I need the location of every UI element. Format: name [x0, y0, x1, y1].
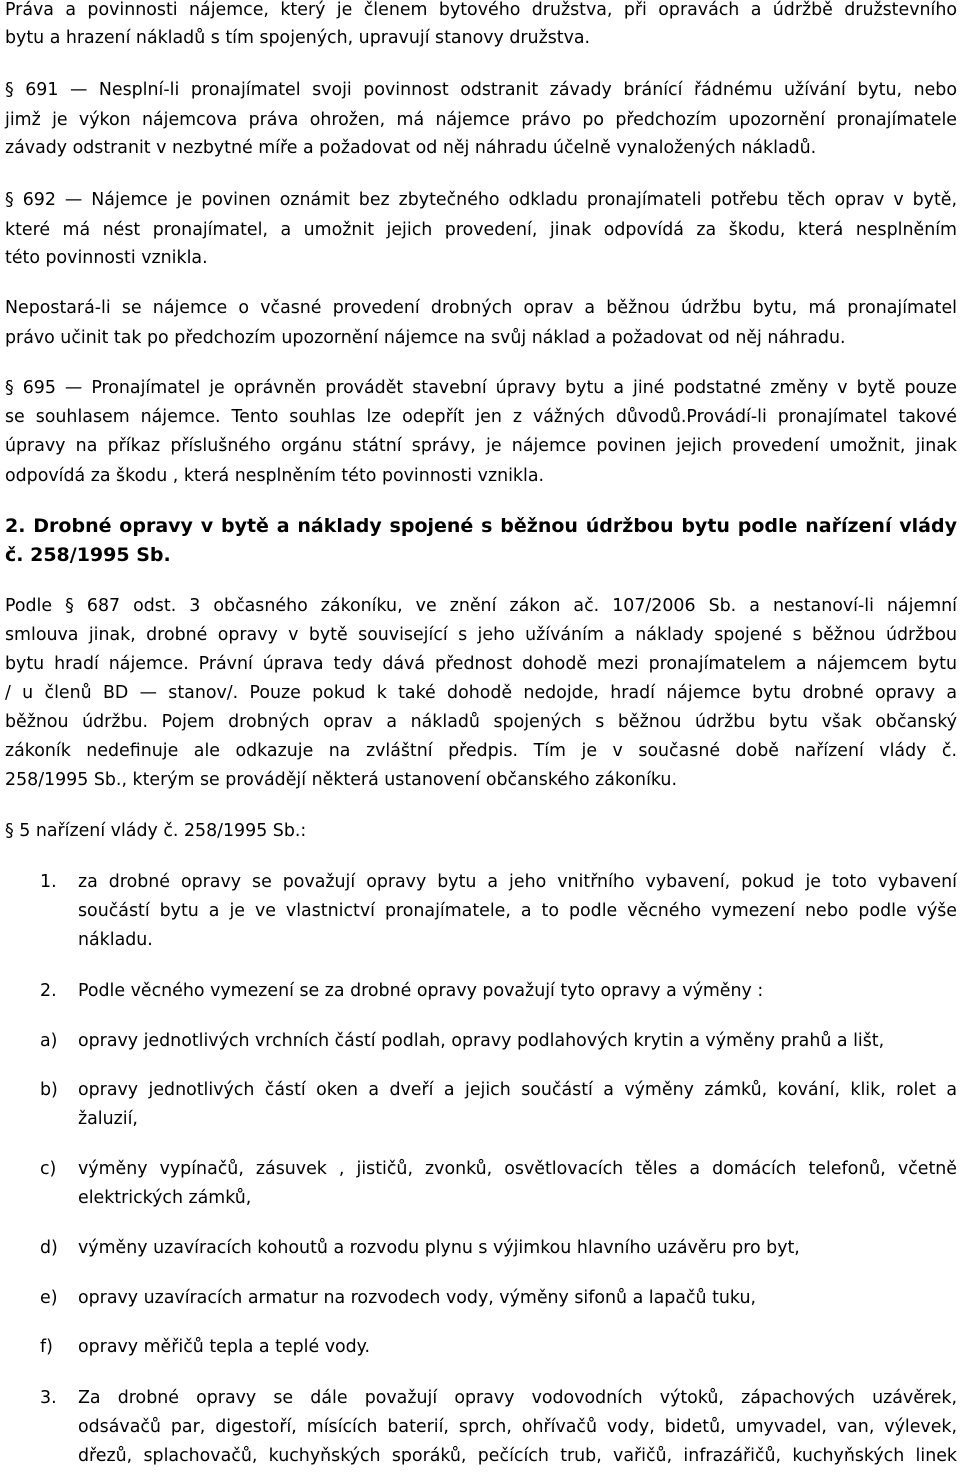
- paragraph-line: smlouva jinak, drobné opravy v bytě související s jeho užíváním a náklady spojené s běžnou údržbou: [5, 625, 957, 645]
- paragraph-line: bytu hradí nájemce. Právní úprava tedy dává přednost dohodě mezi pronajímatelem a nájemcem bytu: [5, 654, 957, 674]
- list-item-line: opravy jednotlivých vrchních částí podlah, opravy podlahových krytin a výměny prahů a lišt,: [78, 1031, 885, 1051]
- paragraph-line: § 5 nařízení vlády č. 258/1995 Sb.:: [5, 821, 307, 841]
- paragraph-line: právo učinit tak po předchozím upozornění nájemce na svůj náklad a požadovat od něj náhradu.: [5, 328, 846, 348]
- paragraph-line: Podle § 687 odst. 3 občasného zákoníku, ve znění zákon ač. 107/2006 Sb. a nestanoví-li nájemní: [5, 596, 957, 616]
- paragraph-line: úpravy na příkaz příslušného orgánu státní správy, je nájemce povinen jejich provedení umožnit, jinak: [5, 436, 957, 456]
- list-item-line: nákladu.: [78, 930, 153, 950]
- paragraph-line: odpovídá za škodu , která nesplněním této povinnosti vznikla.: [5, 466, 545, 486]
- paragraph-line: běžnou údržbu. Pojem drobných oprav a nákladů spojených s běžnou údržbu bytu však občanský: [5, 712, 957, 732]
- list-item-line: Podle věcného vymezení se za drobné opravy považují tyto opravy a výměny :: [78, 981, 764, 1001]
- list-item-line: součástí bytu a je ve vlastnictví pronajímatele, a to podle věcného vymezení nebo podle výše: [78, 901, 957, 921]
- list-number: 3.: [40, 1388, 57, 1408]
- paragraph-line: § 691 — Nesplní-li pronajímatel svoji povinnost odstranit závady bránící řádnému užívání bytu, nebo: [5, 80, 957, 100]
- list-letter: d): [40, 1238, 58, 1258]
- list-letter: f): [40, 1337, 53, 1357]
- paragraph-line: § 695 — Pronajímatel je oprávněn provádět stavební úpravy bytu a jiné podstatné změny v bytě pouze: [5, 378, 957, 398]
- paragraph-line: bytu a hrazení nákladů s tím spojených, upravují stanovy družstva.: [5, 28, 591, 48]
- paragraph-line: 258/1995 Sb., kterým se provádějí některá ustanovení občanského zákoníku.: [5, 770, 677, 790]
- section-heading: č. 258/1995 Sb.: [5, 544, 171, 566]
- paragraph-line: Práva a povinnosti nájemce, který je členem bytového družstva, při opravách a údržbě družstevního: [5, 0, 957, 20]
- list-item-line: výměny uzavíracích kohoutů a rozvodu plynu s výjimkou hlavního uzávěru pro byt,: [78, 1238, 800, 1258]
- paragraph-line: § 692 — Nájemce je povinen oznámit bez zbytečného odkladu pronajímateli potřebu těch oprav v bytě,: [5, 190, 957, 210]
- list-number: 1.: [40, 872, 57, 892]
- paragraph-line: jimž je výkon nájemcova práva ohrožen, má nájemce právo po předchozím upozornění pronajímatele: [5, 110, 957, 130]
- list-item-line: dřezů, splachovačů, kuchyňských sporáků, pečících trub, vařičů, infrazářičů, kuchyňských linek: [78, 1446, 957, 1466]
- list-letter: c): [40, 1159, 57, 1179]
- paragraph-line: se souhlasem nájemce. Tento souhlas lze odepřít jen z vážných důvodů.Provádí-li pronajímatel takové: [5, 407, 957, 427]
- section-heading: 2. Drobné opravy v bytě a náklady spojené s běžnou údržbou bytu podle nařízení vlády: [5, 515, 957, 537]
- list-item-line: za drobné opravy se považují opravy bytu a jeho vnitřního vybavení, pokud je toto vybavení: [78, 872, 957, 892]
- list-letter: a): [40, 1031, 58, 1051]
- paragraph-line: které má nést pronajímatel, a umožnit jejich provedení, jinak odpovídá za škodu, která nesplněním: [5, 220, 957, 240]
- list-item-line: odsávačů par, digestoří, mísících baterií, sprch, ohřívačů vody, bidetů, umyvadel, van, výlevek,: [78, 1417, 957, 1437]
- list-item-line: elektrických zámků,: [78, 1188, 252, 1208]
- list-item-line: opravy uzavíracích armatur na rozvodech vody, výměny sifonů a lapačů tuku,: [78, 1288, 756, 1308]
- list-item-line: opravy jednotlivých částí oken a dveří a jejich součástí a výměny zámků, kování, klik, rolet a: [78, 1080, 957, 1100]
- paragraph-line: Nepostará-li se nájemce o včasné provedení drobných oprav a běžnou údržbu bytu, má pronajímatel: [5, 298, 957, 318]
- paragraph-line: zákoník nedefinuje ale odkazuje na zvláštní předpis. Tím je v současné době nařízení vlády č.: [5, 741, 957, 761]
- paragraph-line: / u členů BD — stanov/. Pouze pokud k také dohodě nedojde, hradí nájemce bytu drobné opravy a: [5, 683, 957, 703]
- list-item-line: žaluzií,: [78, 1109, 138, 1129]
- list-item-line: opravy měřičů tepla a teplé vody.: [78, 1337, 371, 1357]
- paragraph-line: závady odstranit v nezbytné míře a požadovat od něj náhradu účelně vynaložených nákladů.: [5, 138, 817, 158]
- list-number: 2.: [40, 981, 57, 1001]
- paragraph-line: této povinnosti vznikla.: [5, 248, 208, 268]
- list-letter: b): [40, 1080, 58, 1100]
- list-item-line: výměny vypínačů, zásuvek , jističů, zvonků, osvětlovacích těles a domácích telefonů, včetně: [78, 1159, 957, 1179]
- list-letter: e): [40, 1288, 58, 1308]
- list-item-line: Za drobné opravy se dále považují opravy vodovodních výtoků, zápachových uzávěrek,: [78, 1388, 957, 1408]
